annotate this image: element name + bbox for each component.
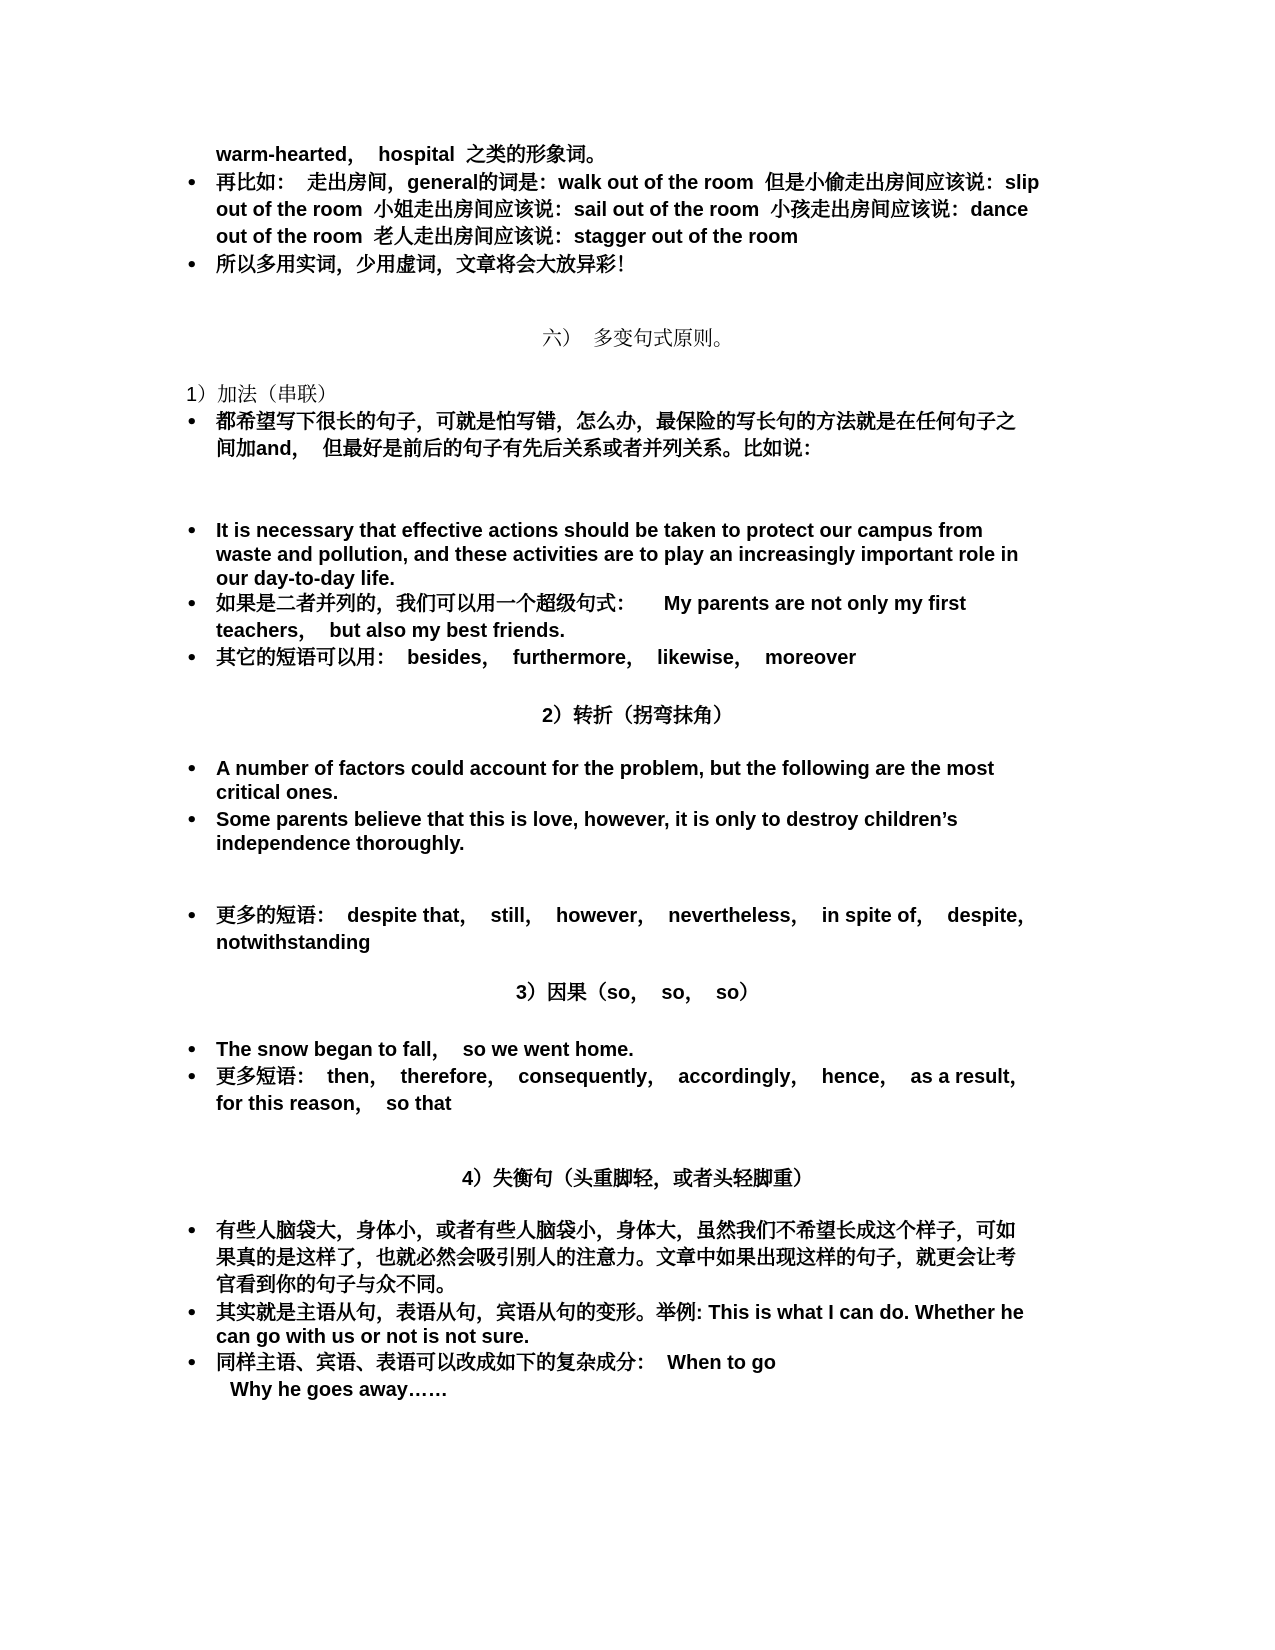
intro-item1-line3: out of the room 老人走出房间应该说：stagger out of the room (216, 226, 799, 248)
sub1-item2-line2: waste and pollution, and these activities are to play an increasingly important role in (216, 544, 1019, 566)
sub2-item3-line1: 更多的短语： despite that， still， however， nevertheless， in spite of， despite， (216, 905, 1038, 927)
sub2-item3-line2: notwithstanding (216, 932, 371, 954)
bullet-icon: • (186, 1221, 198, 1242)
subsection-heading-4: 4）失衡句（头重脚轻，或者头轻脚重） (461, 1168, 814, 1190)
bullet-icon: • (186, 759, 198, 780)
sub2-item2-line1: Some parents believe that this is love, however, it is only to destroy children’s (216, 809, 958, 831)
bullet-icon: • (186, 1353, 198, 1374)
subsection-heading-1: 1）加法（串联） (186, 384, 338, 406)
bullet-icon: • (186, 521, 198, 542)
sub1-item2-line3: our day-to-day life. (216, 568, 395, 590)
sub4-item2-line1: 其实就是主语从句，表语从句，宾语从句的变形。举例: This is what I can do. Whether he (216, 1302, 1024, 1324)
bullet-icon: • (186, 1303, 198, 1324)
sub3-item2-line2: for this reason， so that (216, 1093, 452, 1115)
sub4-item2-line2: can go with us or not is not sure. (216, 1326, 530, 1348)
intro-line: warm-hearted， hospital 之类的形象词。 (216, 144, 607, 166)
intro-item2: 所以多用实词，少用虚词，文章将会大放异彩！ (216, 254, 636, 276)
bullet-icon: • (186, 648, 198, 669)
intro-item1-line2: out of the room 小姐走出房间应该说：sail out of the room 小孩走出房间应该说：dance (216, 199, 1029, 221)
subsection-heading-2: 2）转折（拐弯抹角） (541, 705, 734, 727)
bullet-icon: • (186, 412, 198, 433)
sub1-item1-line2: 间加and， 但最好是前后的句子有先后关系或者并列关系。比如说： (216, 438, 823, 460)
section-title: 六） 多变句式原则。 (541, 328, 734, 350)
intro-item1-line1: 再比如： 走出房间，general的词是：walk out of the room 但是小偷走出房间应该说：slip (216, 172, 1040, 194)
bullet-icon: • (186, 1067, 198, 1088)
trailing-line: Why he goes away…… (230, 1379, 448, 1401)
sub4-item1-line1: 有些人脑袋大，身体小，或者有些人脑袋小，身体大，虽然我们不希望长成这个样子，可如 (216, 1220, 1016, 1242)
sub3-item1-line1: The snow began to fall， so we went home. (216, 1039, 634, 1061)
sub1-item3-line1: 如果是二者并列的，我们可以用一个超级句式： My parents are not only my first (216, 593, 967, 615)
sub2-item2-line2: independence thoroughly. (216, 833, 465, 855)
bullet-icon: • (186, 906, 198, 927)
bullet-icon: • (186, 1040, 198, 1061)
sub1-item2-line1: It is necessary that effective actions should be taken to protect our campus from (216, 520, 983, 542)
bullet-icon: • (186, 173, 198, 194)
bullet-icon: • (186, 594, 198, 615)
sub2-item1-line1: A number of factors could account for the problem, but the following are the most (216, 758, 995, 780)
sub3-item2-line1: 更多短语： then， therefore， consequently， accordingly， hence， as a result， (216, 1066, 1030, 1088)
sub4-item1-line3: 官看到你的句子与众不同。 (216, 1274, 456, 1296)
sub4-item1-line2: 果真的是这样了，也就必然会吸引别人的注意力。文章中如果出现这样的句子，就更会让考 (216, 1247, 1016, 1269)
sub2-item1-line2: critical ones. (216, 782, 339, 804)
sub1-item1-line1: 都希望写下很长的句子，可就是怕写错，怎么办，最保险的写长句的方法就是在任何句子之 (216, 411, 1016, 433)
sub1-item4-line1: 其它的短语可以用： besides， furthermore， likewise， moreover (216, 647, 857, 669)
bullet-icon: • (186, 255, 198, 276)
bullet-icon: • (186, 810, 198, 831)
subsection-heading-3: 3）因果（so， so， so） (515, 982, 760, 1004)
sub4-item3-line1: 同样主语、宾语、表语可以改成如下的复杂成分： When to go (216, 1352, 776, 1374)
sub1-item3-line2: teachers， but also my best friends. (216, 620, 565, 642)
